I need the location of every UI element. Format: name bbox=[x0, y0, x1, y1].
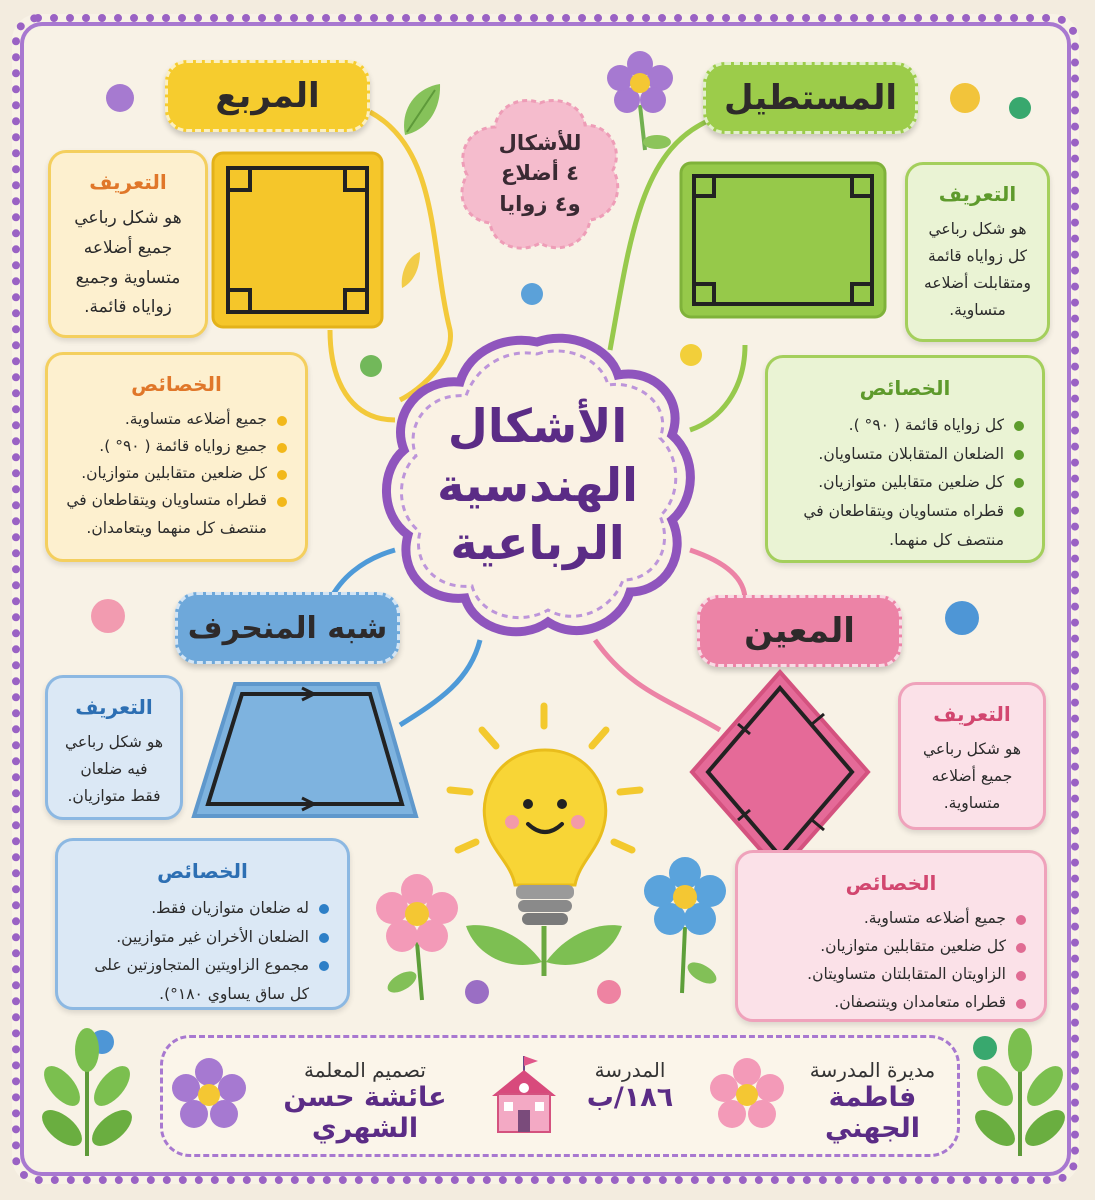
list-item: مجموع الزاويتين المتجاوزتين على كل ساق يساوي ١٨٠°). bbox=[74, 951, 331, 1008]
flower-icon bbox=[710, 1058, 785, 1133]
flower-icon bbox=[372, 872, 462, 1002]
rectangle-definition-card bbox=[905, 162, 1050, 342]
trapezoid-definition-text: هو شكل رباعي فيه ضلعان فقط متوازيان. bbox=[64, 733, 163, 806]
flower-icon bbox=[605, 50, 675, 160]
felt-dot bbox=[597, 980, 621, 1004]
square-definition-text: هو شكل رباعي جميع أضلاعه متساوية وجميع زواياه قائمة. bbox=[74, 208, 182, 318]
school-block bbox=[570, 1058, 690, 1138]
title-line1: الأشكال bbox=[447, 398, 628, 453]
rectangle-definition-title: التعريف bbox=[938, 182, 1017, 206]
list-item: الزاويتان المتقابلتان متساويتان. bbox=[754, 961, 1028, 989]
trapezoid-properties-card bbox=[55, 838, 350, 1010]
list-item: له ضلعان متوازيان فقط. bbox=[74, 894, 331, 923]
list-item: جميع أضلاعه متساوية. bbox=[754, 905, 1028, 933]
lightbulb-icon bbox=[440, 700, 650, 980]
principal-name: فاطمة الجهني bbox=[824, 1082, 920, 1144]
rectangle-properties-title: الخصائص bbox=[859, 376, 951, 400]
note-text bbox=[470, 128, 610, 228]
rhombus-definition-card bbox=[898, 682, 1046, 830]
square-properties-title: الخصائص bbox=[131, 372, 222, 396]
felt-dot bbox=[360, 355, 382, 377]
square-shape-icon bbox=[210, 150, 385, 330]
trapezoid-properties-title: الخصائص bbox=[157, 859, 248, 883]
rhombus-title-pill bbox=[697, 595, 902, 667]
leaf-icon bbox=[398, 250, 422, 290]
list-item: قطراه متعامدان ويتنصفان. bbox=[754, 989, 1028, 1017]
felt-dot bbox=[106, 84, 134, 112]
felt-dot bbox=[1009, 97, 1031, 119]
note-line1: للأشكال bbox=[498, 131, 582, 155]
note-line2: ٤ أضلاع bbox=[501, 161, 579, 186]
principal-block bbox=[785, 1058, 960, 1144]
rectangle-title-pill bbox=[703, 62, 918, 134]
trapezoid-title-pill bbox=[175, 592, 400, 664]
list-item: الضلعان الأخران غير متوازيين. bbox=[74, 923, 331, 952]
rhombus-properties-list bbox=[754, 905, 1028, 1017]
square-title: المربع bbox=[215, 76, 320, 116]
square-definition-title: التعريف bbox=[89, 170, 167, 194]
rhombus-shape-icon bbox=[688, 668, 872, 876]
trapezoid-definition-title: التعريف bbox=[75, 695, 153, 719]
leaf-icon bbox=[395, 80, 445, 140]
square-title-pill bbox=[165, 60, 370, 132]
list-item: كل ضلعين متقابلين متوازيان. bbox=[784, 468, 1026, 497]
trapezoid-shape-icon bbox=[190, 680, 420, 820]
title-line2: الهندسية bbox=[437, 457, 638, 512]
felt-dot bbox=[465, 980, 489, 1004]
rhombus-properties-card bbox=[735, 850, 1047, 1022]
trapezoid-properties-list bbox=[74, 894, 331, 1009]
rectangle-properties-card bbox=[765, 355, 1045, 563]
felt-dot bbox=[91, 599, 125, 633]
principal-label: مديرة المدرسة bbox=[809, 1058, 936, 1082]
school-icon bbox=[484, 1052, 564, 1136]
designer-label: تصميم المعلمة bbox=[304, 1058, 426, 1082]
school-number: ١٨٦/ب bbox=[586, 1082, 674, 1113]
square-properties-list bbox=[64, 406, 289, 542]
rectangle-shape-icon bbox=[678, 160, 888, 320]
square-properties-card bbox=[45, 352, 308, 562]
note-line3: و٤ زوايا bbox=[499, 191, 581, 216]
leaf-icon bbox=[965, 1028, 1075, 1158]
rectangle-definition-text: هو شكل رباعي كل زواياه قائمة ومتقابلت أضلاعه متساوية. bbox=[924, 220, 1031, 320]
felt-dot bbox=[950, 83, 980, 113]
list-item: قطراه متساويان ويتقاطعان في منتصف كل منهما ويتعامدان. bbox=[64, 487, 289, 541]
felt-dot bbox=[945, 601, 979, 635]
square-definition-card bbox=[48, 150, 208, 338]
rectangle-properties-list bbox=[784, 411, 1026, 554]
list-item: قطراه متساويان ويتقاطعان في منتصف كل منهما. bbox=[784, 497, 1026, 554]
rhombus-title: المعين bbox=[744, 611, 855, 651]
list-item: كل ضلعين متقابلين متوازيان. bbox=[64, 460, 289, 487]
designer-name: عائشة حسن الشهري bbox=[283, 1082, 447, 1144]
trapezoid-title: شبه المنحرف bbox=[187, 610, 388, 646]
designer-block bbox=[245, 1058, 485, 1144]
rectangle-title: المستطيل bbox=[723, 78, 898, 118]
school-label: المدرسة bbox=[594, 1058, 666, 1082]
flower-icon bbox=[640, 855, 730, 995]
list-item: الضلعان المتقابلان متساويان. bbox=[784, 440, 1026, 469]
rhombus-properties-title: الخصائص bbox=[845, 871, 937, 895]
rhombus-connector bbox=[690, 550, 745, 600]
list-item: كل ضلعين متقابلين متوازيان. bbox=[754, 933, 1028, 961]
trapezoid-definition-card bbox=[45, 675, 183, 820]
list-item: جميع أضلاعه متساوية. bbox=[64, 406, 289, 433]
leaf-icon bbox=[32, 1028, 142, 1158]
rhombus-definition-title: التعريف bbox=[933, 702, 1011, 726]
title-line3: الرباعية bbox=[450, 516, 625, 571]
main-title bbox=[410, 365, 665, 605]
flower-icon bbox=[172, 1058, 247, 1133]
rhombus-definition-text: هو شكل رباعي جميع أضلاعه متساوية. bbox=[922, 740, 1021, 813]
list-item: كل زواياه قائمة ( ٩٠° ). bbox=[784, 411, 1026, 440]
felt-dot bbox=[521, 283, 543, 305]
list-item: جميع زواياه قائمة ( ٩٠° ). bbox=[64, 433, 289, 460]
